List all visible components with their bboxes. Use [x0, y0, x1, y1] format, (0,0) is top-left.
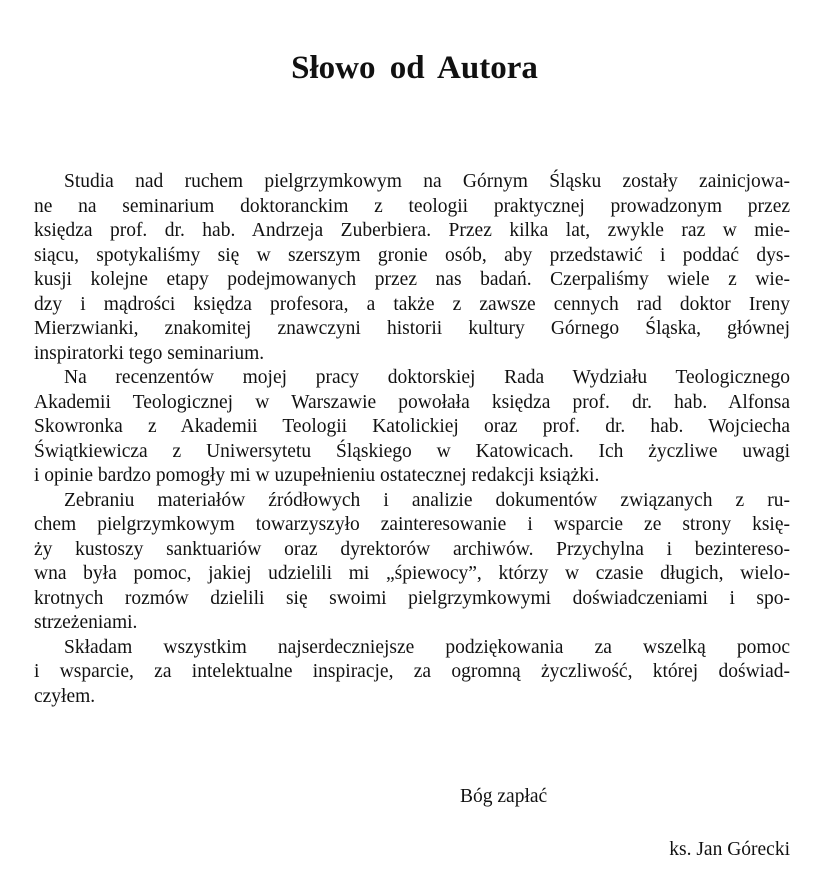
- body-text: [34, 170, 790, 709]
- page-title: Słowo od Autora: [291, 50, 538, 86]
- paragraph-1-line-5: kusji kolejne etapy podejmowanych przez nas badań. Czerpaliśmy wiele z wie-: [34, 269, 790, 290]
- paragraph-3-line-2: chem pielgrzymkowym towarzyszyło zainteresowanie i wsparcie ze strony księ-: [34, 514, 790, 535]
- paragraph-4-line-1: Składam wszystkim najserdeczniejsze podziękowania za wszelką pomoc: [64, 636, 790, 658]
- paragraph-2-line-4: Świątkiewicza z Uniwersytetu Śląskiego w Katowicach. Ich życzliwe uwagi: [34, 440, 790, 462]
- closing-phrase: Bóg zapłać: [460, 786, 548, 807]
- paragraph-2-line-2: Akademii Teologicznej w Warszawie powołała księdza prof. dr. hab. Alfonsa: [34, 391, 790, 413]
- paragraph-3-line-4: wna była pomoc, jakiej udzielili mi „śpiewocy”, którzy w czasie długich, wielo-: [34, 563, 790, 584]
- paragraph-1-line-2: ne na seminarium doktoranckim z teologii praktycznej prowadzonym przez: [34, 195, 790, 217]
- paragraph-4-line-3: czyłem.: [34, 685, 96, 707]
- paragraph-2-line-1: Na recenzentów mojej pracy doktorskiej Rada Wydziału Teologicznego: [64, 367, 790, 388]
- paragraph-3-line-1: Zebraniu materiałów źródłowych i analizie dokumentów związanych z ru-: [64, 489, 790, 511]
- paragraph-1-line-8: inspiratorki tego seminarium.: [34, 342, 265, 364]
- paragraph-3-line-6: strzeżeniami.: [34, 612, 138, 633]
- paragraph-1-line-7: Mierzwianki, znakomitej znawczyni historii kultury Górnego Śląska, głównej: [34, 318, 790, 339]
- paragraph-3-line-3: ży kustoszy sanktuariów oraz dyrektorów archiwów. Przychylna i bezintereso-: [34, 538, 790, 560]
- paragraph-2-line-5: i opinie bardzo pomogły mi w uzupełnieniu ostatecznej redakcji książki.: [34, 465, 600, 486]
- paragraph-1-line-6: dzy i mądrości księdza profesora, a także z zawsze cennych rad doktor Ireny: [34, 293, 790, 315]
- author-signature: ks. Jan Górecki: [669, 839, 790, 860]
- paragraph-1-line-1: Studia nad ruchem pielgrzymkowym na Górnym Śląsku zostały zainicjowa-: [64, 171, 790, 192]
- paragraph-2-line-3: Skowronka z Akademii Teologii Katolickiej oraz prof. dr. hab. Wojciecha: [34, 416, 790, 437]
- paragraph-3-line-5: krotnych rozmów dzielili się swoimi pielgrzymkowymi doświadczeniami i spo-: [34, 587, 790, 609]
- paragraph-1-line-3: księdza prof. dr. hab. Andrzeja Zuberbiera. Przez kilka lat, zwykle raz w mie-: [34, 220, 790, 241]
- paragraph-1-line-4: siącu, spotykaliśmy się w szerszym gronie osób, aby przedstawić i poddać dys-: [34, 244, 790, 266]
- paragraph-4-line-2: i wsparcie, za intelektualne inspiracje, za ogromną życzliwość, której doświad-: [34, 661, 790, 682]
